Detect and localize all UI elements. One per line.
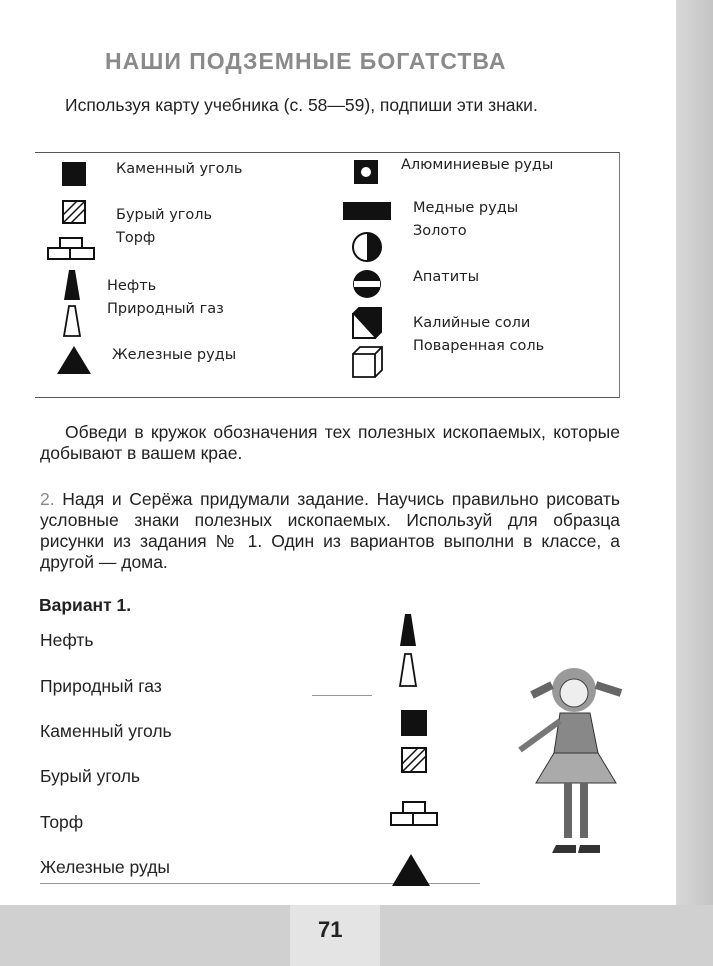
gold-icon xyxy=(351,231,383,263)
coal-icon xyxy=(60,160,88,188)
iron-ore-icon xyxy=(55,344,93,376)
girl-illustration xyxy=(512,655,642,870)
variant-item: Каменный уголь xyxy=(40,721,172,741)
apatite-icon xyxy=(351,268,383,300)
potash-salt-icon xyxy=(350,306,384,340)
variant-item: Природный газ xyxy=(40,676,162,696)
variant-item: Железные руды xyxy=(40,857,171,877)
answer-line xyxy=(312,695,372,696)
task1-text: Используя карту учебника (с. 58—59), подпиши эти знаки. xyxy=(65,95,538,115)
legend-label: Железные руды xyxy=(112,347,237,363)
legend-label: Апатиты xyxy=(413,269,480,285)
task2-number: 2. xyxy=(40,489,55,509)
oil-icon xyxy=(62,268,82,302)
legend-label: Каменный уголь xyxy=(116,161,243,177)
legend-label: Поваренная соль xyxy=(413,338,545,354)
legend-label: Медные руды xyxy=(413,200,519,216)
task2-text xyxy=(40,489,620,573)
variant-title: Вариант 1. xyxy=(39,595,132,615)
table-salt-icon xyxy=(350,345,384,379)
variant-item: Торф xyxy=(40,812,84,832)
coal-icon xyxy=(399,708,429,738)
brown-coal-icon xyxy=(60,198,88,226)
page-number: 71 xyxy=(318,917,343,942)
task1-note: Обведи в кружок обозначения тех полезных ископаемых, которые добывают в вашем крае. xyxy=(40,422,620,463)
aluminium-ore-icon xyxy=(352,158,380,186)
task2-body: Надя и Серёжа придумали задание. Научись правильно рисовать условные знаки полезных ископаемых. Используй для образца рисунки из задания № 1. Один из вариантов выполни в классе, а другой — дома. xyxy=(40,489,620,572)
gas-icon xyxy=(398,652,418,688)
legend-label: Природный газ xyxy=(107,301,224,317)
variant-item: Бурый уголь xyxy=(40,766,141,786)
legend-label: Золото xyxy=(413,223,467,239)
peat-icon xyxy=(389,800,441,828)
peat-icon xyxy=(46,236,98,262)
variant-item: Нефть xyxy=(40,630,94,650)
gas-icon xyxy=(62,304,82,338)
legend-label: Нефть xyxy=(107,278,157,294)
iron-ore-icon xyxy=(390,852,432,888)
legend-label: Бурый уголь xyxy=(116,207,213,223)
legend-label: Алюминиевые руды xyxy=(401,157,554,173)
page-title: НАШИ ПОДЗЕМНЫЕ БОГАТСТВА xyxy=(105,48,507,74)
legend-label: Торф xyxy=(116,230,156,246)
copper-ore-icon xyxy=(342,200,392,222)
legend-label: Калийные соли xyxy=(413,315,531,331)
oil-icon xyxy=(398,612,418,648)
brown-coal-icon xyxy=(399,745,429,775)
page-edge-decoration xyxy=(676,0,713,966)
